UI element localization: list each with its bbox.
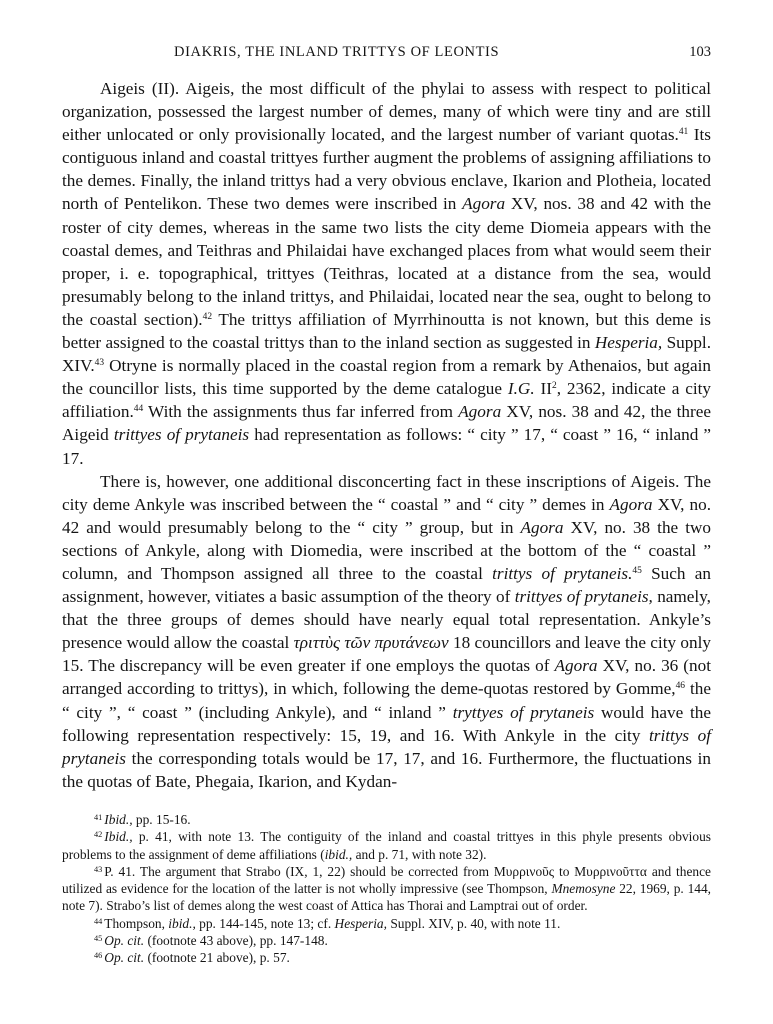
italic-run: I.G. (507, 379, 535, 399)
text-run: and p. 71, with note 32). (352, 846, 487, 862)
footnote-41 (62, 811, 711, 828)
text-run: Its contiguous inland and coastal trittyes further augment the problems of assigning affiliations to the demes. Finally, the inland trittys had a very obvious enclave, Ikarion and Plotheia, located north of Pentelikon. These two demes were inscribed in (62, 125, 711, 214)
running-title: DIAKRIS, THE INLAND TRITTYS OF LEONTIS (174, 44, 500, 60)
text-run: (footnote 21 above), p. 57. (144, 950, 290, 966)
text-run: II (534, 379, 552, 399)
text-run: 22, 1969, p. 144, note 7). Strabo’s list of demes along the west coast of Attica has Thorai and Lamptrai out of order. (62, 881, 712, 914)
text-run: Such an assignment, however, vitiates a basic assumption of the theory of (62, 563, 711, 607)
note-reference: 41 (678, 127, 689, 138)
italic-run: trittyes of prytaneis (113, 425, 250, 445)
text-run: There is, however, one additional disconcerting fact in these inscriptions of Aigeis. The city deme Ankyle was inscribed between the “ coastal ” and “ city ” demes in (62, 471, 711, 514)
note-reference: 45 (632, 565, 642, 576)
italic-run: Op. cit. (104, 932, 145, 948)
italic-run: Agora (458, 402, 502, 422)
footnote-46 (62, 949, 711, 966)
text-run: XV, no. 42 and would presumably belong to the “ city ” group, but in (62, 494, 712, 537)
text-run: XV, nos. 38 and 42, the three Aigeid (62, 402, 711, 445)
italic-run: Agora (554, 656, 598, 676)
text-run: would have the following representation respectively: 15, 19, and 16. With Ankyle in the city (62, 702, 711, 745)
running-header (62, 44, 711, 66)
text-run: pp. 15-16. (132, 811, 191, 827)
italic-run: Agora (462, 194, 506, 214)
text-run: the corresponding totals would be 17, 17, and 16. Furthermore, the fluctuations in the quotas of Bate, Phegaia, Ikarion, and Kydan- (62, 748, 711, 791)
italic-run: Mnemosyne (551, 881, 616, 897)
text-run: XV, nos. 38 and 42 with the roster of city demes, whereas in the same two lists the city deme Diomeia appears with the coastal demes, and Teithras and Philaidai have exchanged places from what would seem their proper, i. e. topographical, trittyes (Teithras, located at a distance from the sea, would presumably belong to the inland trittys, and Philaidai, located near the sea, ought to belong to the coastal section). (62, 194, 711, 329)
page (62, 44, 711, 967)
paragraph (62, 77, 711, 470)
italic-run: trittyes of prytaneis, (514, 587, 653, 607)
footnote-number: 42 (94, 830, 103, 840)
text-run: Aigeis (II). Aigeis, the most difficult of the phylai to assess with respect to political organization, possessed the largest number of demes, many of which were tiny and are still either unlocated or only provisionally located, and the largest number of variant quotas. (62, 79, 711, 145)
italic-run: Ibid., (104, 829, 133, 845)
note-reference: 42 (202, 311, 213, 322)
note-reference: 46 (675, 681, 686, 692)
footnote-number: 43 (94, 864, 103, 874)
italic-run: τριττὺς τῶν πρυτάνεων (293, 633, 449, 653)
text-run: Thompson, (104, 915, 169, 931)
text-run: Suppl. XIV. (62, 333, 711, 376)
text-run: With the assignments thus far inferred from (143, 402, 459, 422)
text-run: p. 41, with note 13. The contiguity of the inland and coastal trittyes in this phyle presents obvious problems to the assignment of deme affiliations ( (62, 829, 711, 862)
footnote-number: 46 (94, 951, 103, 961)
text-run: , 2362, indicate a city affiliation. (62, 379, 711, 422)
italic-run: Hesperia, (334, 915, 387, 931)
italic-run: tryttyes of prytaneis (452, 702, 595, 722)
text-run: 18 councillors and leave the city only 15. The discrepancy will be even greater if one employs the quotas of (62, 633, 711, 676)
text-run: pp. 144-145, note 13; cf. (195, 915, 335, 931)
italic-run: Agora (520, 517, 564, 537)
italic-run: trittys of prytaneis (62, 725, 712, 768)
text-run: (footnote 43 above), pp. 147-148. (144, 932, 328, 948)
text-run: namely, that the three groups of demes should have nearly equal total representation. Ankyle’s presence would allow the coastal (62, 587, 711, 653)
text-run: Otryne is normally placed in the coastal region from a remark by Athenaios, but again the councillor lists, this time supported by the deme catalogue (62, 356, 711, 399)
note-reference: 44 (133, 404, 144, 415)
paragraph (62, 470, 711, 793)
text-run: the “ city ”, “ coast ” (including Ankyle), and “ inland ” (62, 679, 711, 722)
text-run: XV, no. 36 (not arranged according to trittys), in which, following the deme-quotas restored by Gomme, (62, 656, 711, 699)
italic-run: Agora (609, 494, 653, 514)
italic-run: Ibid., (104, 811, 133, 827)
footnotes (62, 811, 711, 967)
footnote-43 (62, 863, 711, 915)
text-run: P. 41. The argument that Strabo (IX, 1, 22) should be corrected from Μυρρινοῦς to Μυρρινοῦττα and thence utilized as evidence for the location of the latter is not wholly impressive (see Thompson, (62, 863, 711, 897)
text-run: Suppl. XIV, p. 40, with note 11. (386, 915, 561, 931)
footnote-number: 41 (94, 812, 103, 822)
footnote-44 (62, 915, 711, 932)
footnote-number: 44 (94, 916, 103, 926)
footnote-42 (62, 828, 711, 863)
italic-run: ibid., (168, 915, 196, 931)
italic-run: ibid., (324, 846, 353, 862)
text-run: had representation as follows: “ city ” 17, “ coast ” 16, “ inland ” 17. (62, 425, 711, 468)
italic-run: Hesperia, (594, 333, 663, 353)
note-reference: 43 (94, 357, 105, 368)
text-run: The trittys affiliation of Myrrhinoutta is not known, but this deme is better assigned to the coastal trittys than to the inland section as suggested in (62, 309, 711, 353)
footnote-number: 45 (94, 933, 103, 943)
body-text (62, 77, 711, 793)
footnote-45 (62, 932, 711, 949)
page-number: 103 (689, 44, 711, 60)
italic-run: trittys of prytaneis. (492, 563, 633, 583)
text-run: XV, no. 38 the two sections of Ankyle, along with Diomedia, were inscribed at the bottom of the “ coastal ” column, and Thompson assigned all three to the coastal (62, 517, 711, 583)
note-reference: 2 (551, 381, 557, 392)
italic-run: Op. cit. (104, 950, 145, 966)
